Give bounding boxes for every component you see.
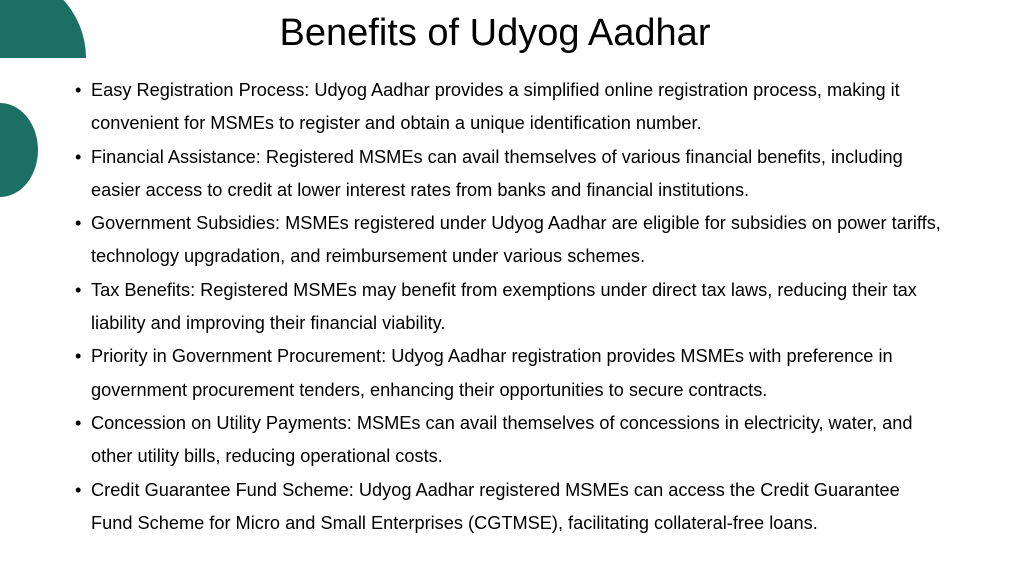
bullet-icon: •: [75, 346, 82, 367]
bullet-text-line: Tax Benefits: Registered MSMEs may benefit from exemptions under direct tax laws, reducing their tax: [91, 279, 917, 300]
page-title: Benefits of Udyog Aadhar: [279, 12, 711, 54]
benefit-item-financial-assistance: [74, 141, 1020, 208]
bullet-icon: •: [75, 80, 82, 100]
benefit-item-credit-guarantee: [74, 474, 1020, 541]
bullet-text-line: technology upgradation, and reimbursement under various schemes.: [91, 246, 646, 267]
benefit-item-priority-procurement: [74, 340, 1020, 407]
bullet-text-line: Fund Scheme for Micro and Small Enterprises (CGTMSE), facilitating collateral-free loans.: [91, 512, 818, 533]
bullet-text-line: easier access to credit at lower interest rates from banks and financial institutions.: [91, 179, 750, 200]
bullet-text-line: Priority in Government Procurement: Udyog Aadhar registration provides MSMEs with preference in: [91, 346, 893, 367]
benefits-list: [74, 74, 1020, 540]
bullet-text-line: liability and improving their financial viability.: [91, 313, 446, 334]
bullet-text-line: convenient for MSMEs to register and obtain a unique identification number.: [91, 113, 702, 134]
bullet-icon: •: [75, 146, 82, 167]
left-half-circle-decoration: [0, 103, 38, 197]
bullet-text-line: Government Subsidies: MSMEs registered under Udyog Aadhar are eligible for subsidies on power tariffs,: [91, 213, 941, 234]
benefit-item-government-subsidies: [74, 207, 1020, 274]
bullet-text-line: government procurement tenders, enhancing their opportunities to secure contracts.: [91, 379, 768, 400]
bullet-text-line: other utility bills, reducing operational costs.: [91, 446, 443, 467]
bullet-icon: •: [75, 213, 82, 234]
bullet-icon: •: [75, 479, 82, 500]
bullet-text-line: Credit Guarantee Fund Scheme: Udyog Aadhar registered MSMEs can access the Credit Guarantee: [91, 479, 900, 500]
bullet-text-line: Easy Registration Process: Udyog Aadhar provides a simplified online registration process, making it: [91, 80, 900, 100]
left-half-circle-shape: [0, 103, 38, 197]
benefit-item-tax-benefits: [74, 274, 1020, 341]
benefit-item-easy-registration: [74, 74, 1020, 141]
bullet-text-line: Financial Assistance: Registered MSMEs can avail themselves of various financial benefits, including: [91, 146, 903, 167]
bullet-icon: •: [75, 412, 82, 433]
bullet-icon: •: [75, 279, 82, 300]
bullet-text-line: Concession on Utility Payments: MSMEs can avail themselves of concessions in electricity, water, and: [91, 412, 913, 433]
benefit-item-utility-concession: [74, 407, 1020, 474]
